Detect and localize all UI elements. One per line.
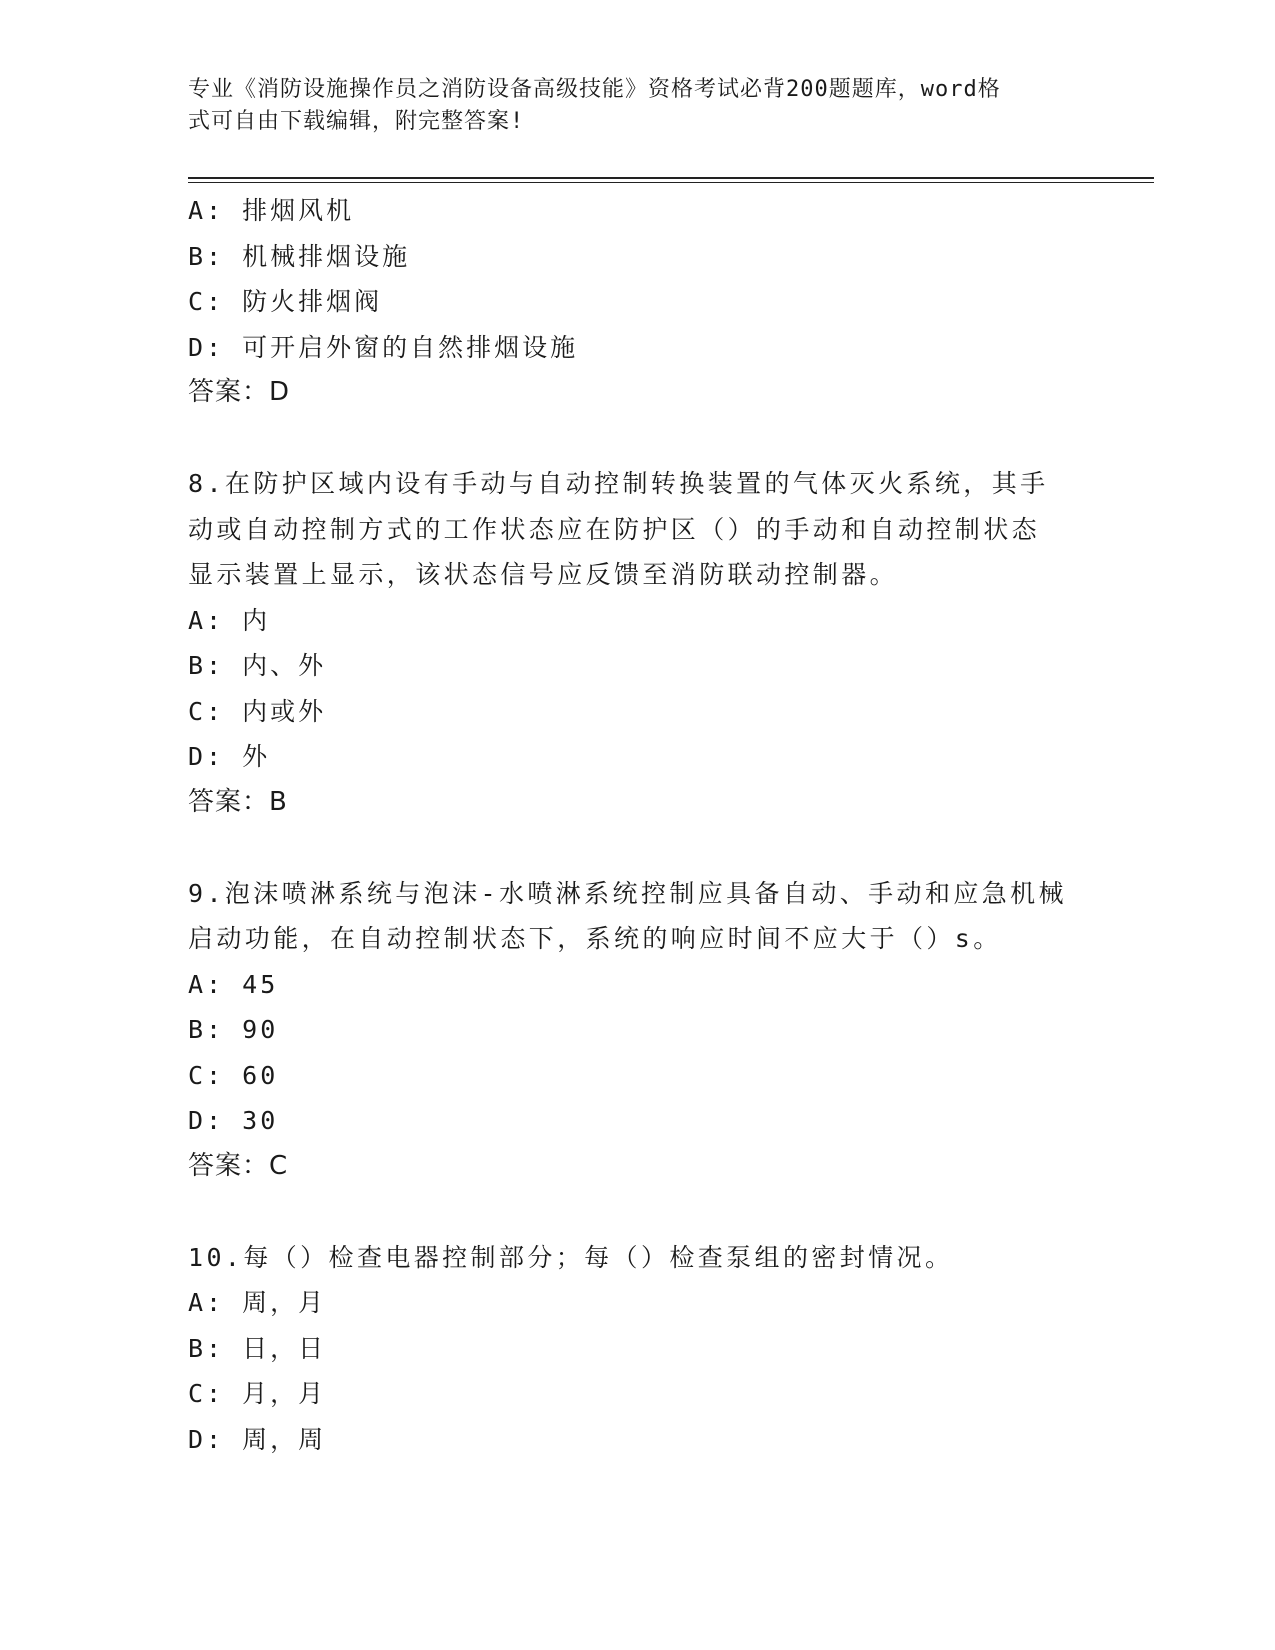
option-b: B: 内、外 [188,651,327,680]
question-stem-line: 8.在防护区域内设有手动与自动控制转换装置的气体灭火系统，其手 [188,469,1049,498]
header-divider-thick [188,177,1154,179]
question-stem-line: 启动功能，在自动控制状态下，系统的响应时间不应大于（）s。 [188,924,1002,953]
header-line-2: 式可自由下载编辑，附完整答案! [188,109,525,134]
option-b: B: 日，日 [188,1333,327,1363]
answer-label: 答案：D [188,377,291,407]
option-c: C: 内或外 [188,696,327,726]
option-b: B: 机械排烟设施 [188,241,411,271]
option-a: A: 内 [188,605,271,635]
option-a: A: 排烟风机 [188,196,355,225]
question-stem-line: 显示装置上显示，该状态信号应反馈至消防联动控制器。 [188,560,899,589]
option-c: C: 60 [188,1060,279,1090]
document-header [188,74,1068,138]
question-9 [188,871,1088,1190]
option-b: B: 90 [188,1015,279,1044]
option-d: D: 30 [188,1106,279,1135]
option-d: D: 外 [188,742,271,771]
header-line-1: 专业《消防设施操作员之消防设备高级技能》资格考试必背200题题库，word格 [188,77,1001,102]
spacer [188,416,1088,462]
header-divider-thin [188,182,1154,183]
question-8 [188,461,1088,825]
question-stem-line: 9.泡沫喷淋系统与泡沫-水喷淋系统控制应具备自动、手动和应急机械 [188,878,1067,908]
spacer [188,1189,1088,1235]
question-stem-line: 动或自动控制方式的工作状态应在防护区（）的手动和自动控制状态 [188,514,1041,544]
option-a: A: 周，月 [188,1288,327,1317]
option-a: A: 45 [188,969,279,999]
answer-label: 答案：B [188,786,288,817]
question-list [188,188,1088,1462]
answer-label: 答案：C [188,1150,289,1181]
question-7 [188,188,1088,416]
option-c: C: 月，月 [188,1379,327,1408]
option-c: C: 防火排烟阀 [188,287,383,316]
question-10 [188,1235,1088,1463]
spacer [188,825,1088,871]
option-d: D: 周，周 [188,1424,327,1454]
question-stem-line: 10.每（）检查电器控制部分；每（）检查泵组的密封情况。 [188,1242,954,1272]
option-d: D: 可开启外窗的自然排烟设施 [188,332,579,362]
